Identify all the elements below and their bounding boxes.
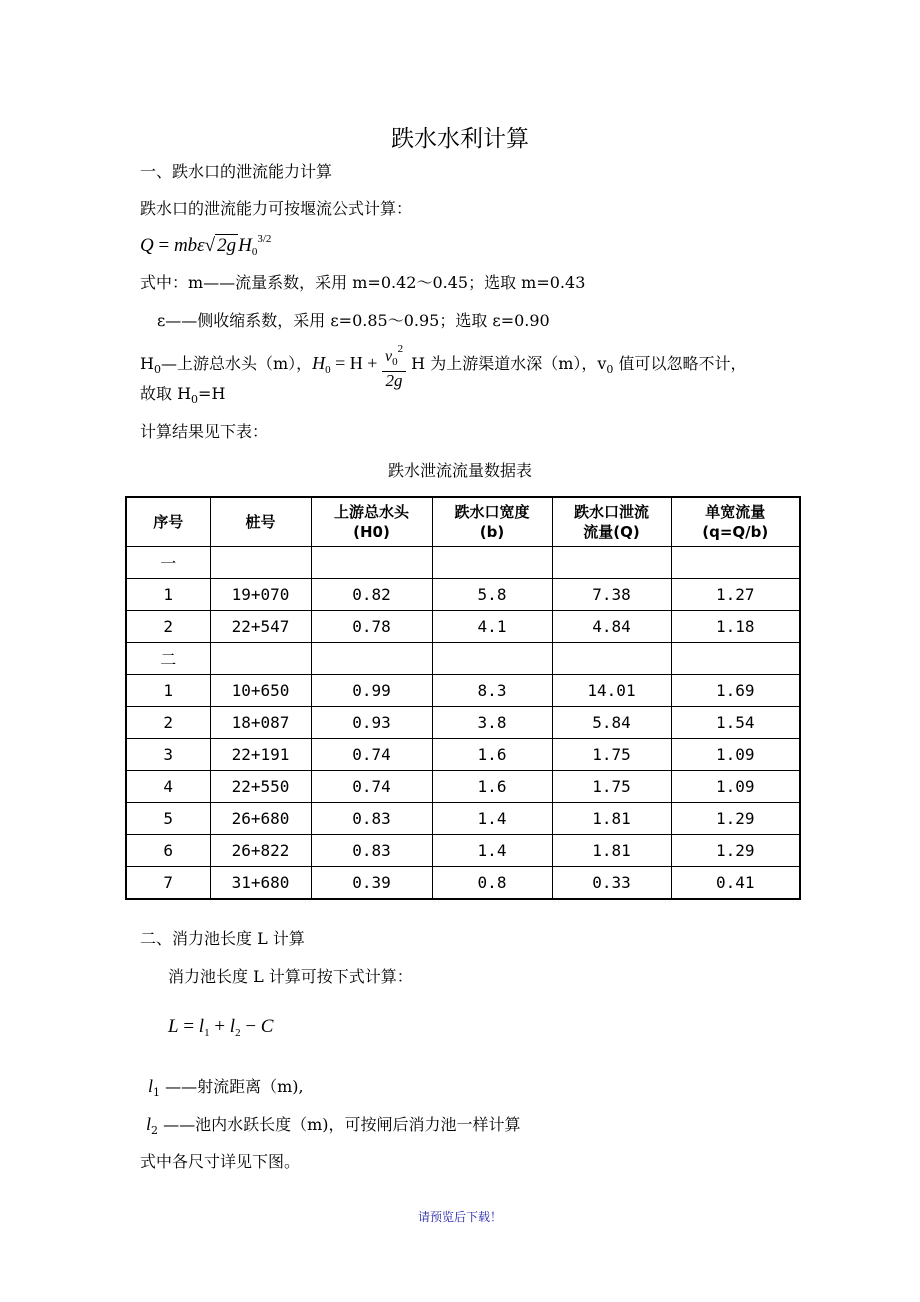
table-cell: 1.54 — [671, 707, 800, 739]
table-cell: 5 — [126, 803, 210, 835]
table-body — [126, 547, 800, 900]
header-text: (H0) — [353, 523, 390, 541]
document-title: 跌水水利计算 — [391, 126, 529, 152]
table-cell: 18+087 — [210, 707, 311, 739]
table-row — [126, 547, 800, 579]
table-cell — [552, 547, 671, 579]
table-cell: 14.01 — [552, 675, 671, 707]
table-cell: 1.4 — [432, 803, 552, 835]
table-cell: 19+070 — [210, 579, 311, 611]
pool-length-formula: $L = l_1 + l_2 - C$ — [168, 1016, 274, 1039]
header-cell — [432, 497, 552, 547]
table-cell: 1.09 — [671, 739, 800, 771]
section1-heading: 一、跌水口的泄流能力计算 — [140, 162, 333, 181]
section2-outro: 式中各尺寸详见下图。 — [140, 1152, 301, 1171]
where-m-line: 式中：m——流量系数，采用 m=0.42～0.45；选取 m=0.43 — [140, 273, 586, 292]
table-cell — [432, 643, 552, 675]
table-cell: 1.27 — [671, 579, 800, 611]
section1-intro: 跌水口的泄流能力可按堰流公式计算： — [140, 199, 413, 218]
table-cell — [671, 643, 800, 675]
header-text: (b) — [479, 523, 505, 541]
where-epsilon-line: ε——侧收缩系数，采用 ε=0.85～0.95；选取 ε=0.90 — [157, 311, 550, 330]
table-cell — [210, 643, 311, 675]
table-cell: 0.83 — [311, 835, 432, 867]
header-text: 流量(Q) — [583, 523, 640, 541]
h0-conclusion-line: 故取 $H_0=H$ — [140, 384, 226, 406]
table-cell: 0.78 — [311, 611, 432, 643]
table-row — [126, 835, 800, 867]
h0-definition-line: $H_0—$上游总水头（m），$H_0 = H$ + $\frac{v_0^2}{2g}$ H 为上游渠道水深（m），$v_0$ 值可以忽略不计， — [140, 340, 747, 384]
table-cell — [671, 547, 800, 579]
table-cell — [432, 547, 552, 579]
table-row — [126, 803, 800, 835]
table-cell: 31+680 — [210, 867, 311, 900]
table-row — [126, 675, 800, 707]
table-cell: 1.6 — [432, 739, 552, 771]
result-intro: 计算结果见下表： — [140, 422, 269, 441]
table-cell: 0.83 — [311, 803, 432, 835]
table-cell: 1.4 — [432, 835, 552, 867]
table-row — [126, 867, 800, 900]
table-cell: 26+822 — [210, 835, 311, 867]
table-cell: 1 — [126, 579, 210, 611]
table-cell: 26+680 — [210, 803, 311, 835]
header-cell — [671, 497, 800, 547]
table-cell: 1.75 — [552, 739, 671, 771]
table-cell: 二 — [126, 643, 210, 675]
table-cell: 5.84 — [552, 707, 671, 739]
table-cell: 0.33 — [552, 867, 671, 900]
table-cell: 1.81 — [552, 803, 671, 835]
l1-definition: $l_1$ ——射流距离（m), — [148, 1076, 304, 1099]
table-cell: 1.81 — [552, 835, 671, 867]
table-cell: 5.8 — [432, 579, 552, 611]
table-cell: 10+650 — [210, 675, 311, 707]
table-cell: 1.75 — [552, 771, 671, 803]
table-cell: 0.74 — [311, 739, 432, 771]
table-cell — [311, 547, 432, 579]
table-cell: 7 — [126, 867, 210, 900]
table-cell: 0.39 — [311, 867, 432, 900]
table-cell: 0.82 — [311, 579, 432, 611]
table-cell: 1.09 — [671, 771, 800, 803]
table-cell: 4.84 — [552, 611, 671, 643]
table-cell: 一 — [126, 547, 210, 579]
header-cell — [210, 497, 311, 547]
table-cell: 2 — [126, 611, 210, 643]
table-cell: 4 — [126, 771, 210, 803]
table-cell: 7.38 — [552, 579, 671, 611]
discharge-table — [125, 496, 801, 900]
header-text: 单宽流量 — [705, 503, 766, 521]
table-row — [126, 611, 800, 643]
table-cell: 22+547 — [210, 611, 311, 643]
table-cell: 1 — [126, 675, 210, 707]
table-cell: 8.3 — [432, 675, 552, 707]
table-cell: 3.8 — [432, 707, 552, 739]
header-cell — [126, 497, 210, 547]
table-cell — [311, 643, 432, 675]
header-text: 跌水口泄流 — [573, 503, 649, 521]
table-cell: 22+191 — [210, 739, 311, 771]
table-cell — [552, 643, 671, 675]
header-text: 上游总水头 — [333, 503, 409, 521]
table-row — [126, 579, 800, 611]
table-row — [126, 643, 800, 675]
table-cell — [210, 547, 311, 579]
table-cell: 4.1 — [432, 611, 552, 643]
header-text: (q=Q/b) — [702, 523, 769, 541]
table-cell: 0.8 — [432, 867, 552, 900]
header-text: 序号 — [153, 513, 184, 531]
table-cell: 0.99 — [311, 675, 432, 707]
table-cell: 1.29 — [671, 835, 800, 867]
table-cell: 6 — [126, 835, 210, 867]
header-cell — [552, 497, 671, 547]
l2-definition: $l_2$ ——池内水跃长度（m)，可按闸后消力池一样计算 — [146, 1114, 521, 1137]
table-cell: 1.18 — [671, 611, 800, 643]
table-cell: 1.69 — [671, 675, 800, 707]
table-row — [126, 707, 800, 739]
table-row — [126, 739, 800, 771]
table-cell: 0.93 — [311, 707, 432, 739]
header-text: 桩号 — [245, 513, 276, 531]
table-cell: 2 — [126, 707, 210, 739]
table-header-row — [126, 497, 800, 547]
weir-formula: Q = mbε√ 2g $H_0^{3/2}$ — [140, 233, 272, 258]
footer-note: 请预览后下载！ — [417, 1210, 502, 1224]
section2-heading: 二、消力池长度 L 计算 — [140, 929, 305, 948]
table-cell: 3 — [126, 739, 210, 771]
table-cell: 22+550 — [210, 771, 311, 803]
table-cell: 1.29 — [671, 803, 800, 835]
section2-intro: 消力池长度 L 计算可按下式计算： — [168, 967, 413, 986]
table-cell: 1.6 — [432, 771, 552, 803]
table-caption: 跌水泄流流量数据表 — [387, 461, 532, 480]
header-text: 跌水口宽度 — [454, 503, 530, 521]
table-cell: 0.41 — [671, 867, 800, 900]
table-row — [126, 771, 800, 803]
table-cell: 0.74 — [311, 771, 432, 803]
header-cell — [311, 497, 432, 547]
